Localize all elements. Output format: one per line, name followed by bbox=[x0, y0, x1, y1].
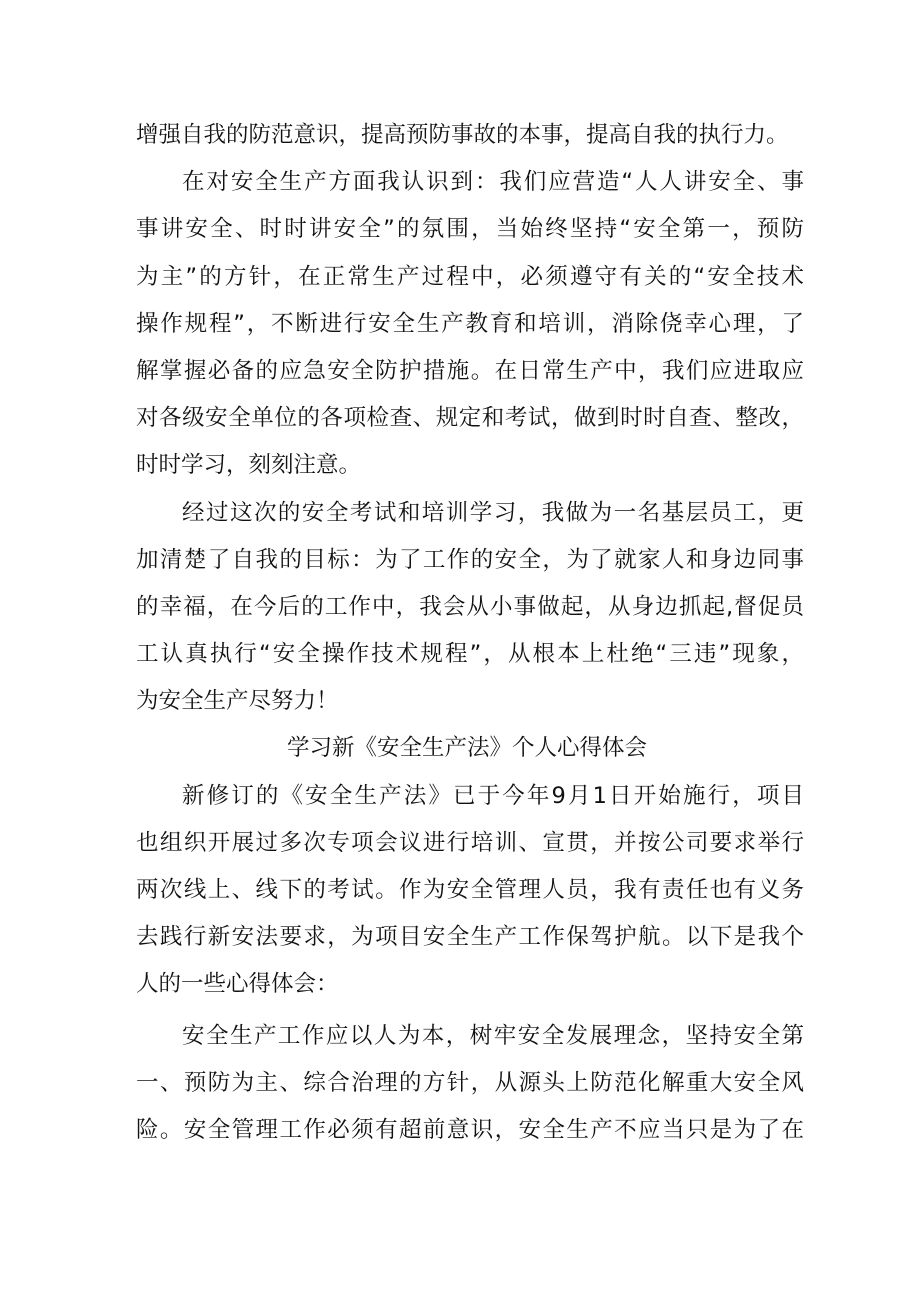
paragraph-3 bbox=[136, 490, 804, 726]
text-line: 时时学习，刻刻注意。 bbox=[136, 452, 362, 479]
text-line: 安全生产工作应以人为本，树牢安全发展理念，坚持安全第 bbox=[182, 1022, 804, 1049]
text-line: 新修订的《安全生产法》已于今年9月1日开始施行，项目 bbox=[182, 782, 804, 809]
text-line: 在对安全生产方面我认识到：我们应营造“人人讲安全、事 bbox=[182, 169, 804, 196]
text-line: 解掌握必备的应急安全防护措施。在日常生产中，我们应进取应 bbox=[136, 357, 804, 384]
section-heading: 学习新《安全生产法》个人心得体会 bbox=[286, 735, 647, 762]
text-line: 一、预防为主、综合治理的方针，从源头上防范化解重大安全风 bbox=[136, 1069, 804, 1096]
text-line: 工认真执行“安全操作技术规程”，从根本上杜绝“三违”现象， bbox=[136, 641, 804, 668]
text-line: 的幸福，在今后的工作中，我会从小事做起，从身边抓起,督促员 bbox=[136, 593, 804, 620]
text-line: 去践行新安法要求，为项目安全生产工作保驾护航。以下是我个 bbox=[136, 924, 804, 951]
paragraph-1 bbox=[136, 112, 804, 159]
text-line: 对各级安全单位的各项检查、规定和考试，做到时时自查、整改， bbox=[136, 405, 804, 432]
paragraph-2 bbox=[136, 159, 804, 489]
text-line: 经过这次的安全考试和培训学习，我做为一名基层员工，更 bbox=[182, 499, 804, 526]
text-line: 两次线上、线下的考试。作为安全管理人员，我有责任也有义务 bbox=[136, 877, 804, 903]
document-page bbox=[136, 112, 804, 1154]
text-line: 人的一些心得体会： bbox=[136, 971, 339, 998]
paragraph-4 bbox=[136, 773, 804, 1009]
text-line: 加清楚了自我的目标：为了工作的安全，为了就家人和身边同事 bbox=[136, 546, 804, 573]
text-line: 为安全生产尽努力！ bbox=[136, 688, 339, 715]
text-line: 也组织开展过多次专项会议进行培训、宣贯，并按公司要求举行 bbox=[136, 829, 804, 856]
text-line: 操作规程”，不断进行安全生产教育和培训，消除侥幸心理，了 bbox=[136, 310, 804, 337]
text-line: 增强自我的防范意识，提高预防事故的本事，提高自我的执行力。 bbox=[136, 122, 789, 148]
text-line: 为主”的方针，在正常生产过程中，必须遵守有关的“安全技术 bbox=[136, 263, 804, 290]
text-line: 险。安全管理工作必须有超前意识，安全生产不应当只是为了在 bbox=[136, 1116, 804, 1143]
paragraph-5 bbox=[136, 1013, 804, 1155]
text-line: 事讲安全、时时讲安全”的氛围，当始终坚持“安全第一，预防 bbox=[136, 216, 804, 243]
